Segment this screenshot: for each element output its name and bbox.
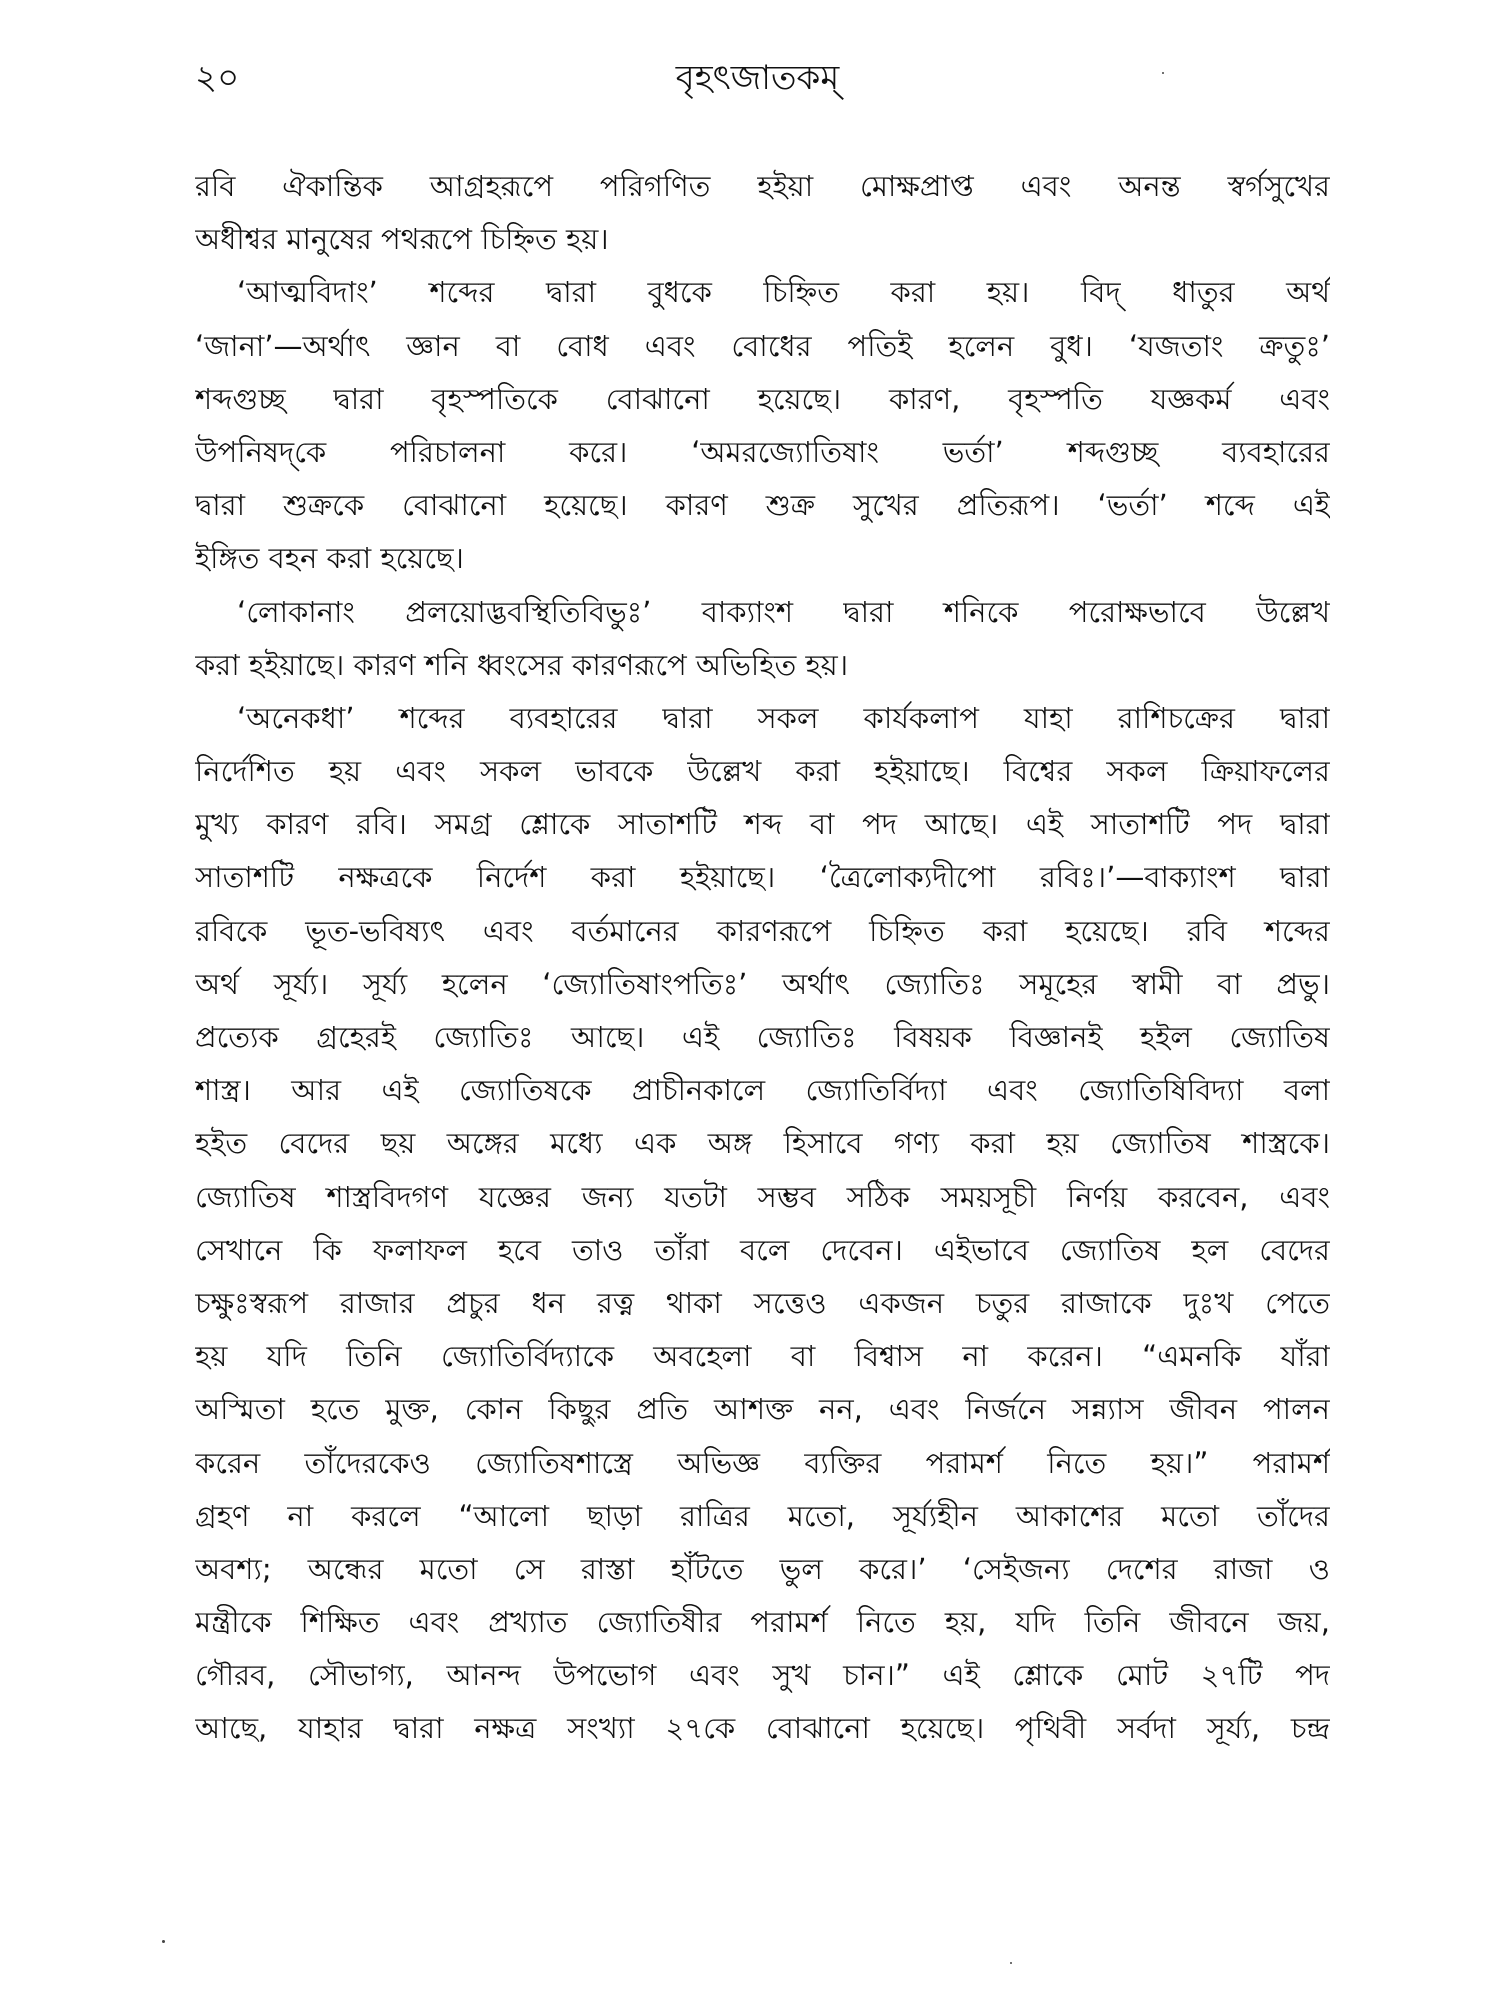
paragraph — [195, 266, 1330, 585]
text-line: ‘অনেকধা’ শব্দের ব্যবহারের দ্বারা সকল কার্যকলাপ যাহা রাশিচক্রের দ্বারা — [237, 700, 1330, 735]
text-line: শব্দগুচ্ছ দ্বারা বৃহস্পতিকে বোঝানো হয়েছে। কারণ, বৃহস্পতি যজ্ঞকর্ম এবং — [195, 381, 1330, 416]
text-line: অবশ্য; অন্ধের মতো সে রাস্তা হাঁটতে ভুল করে।’ ‘সেইজন্য দেশের রাজা ও — [195, 1551, 1330, 1586]
scan-speck — [1162, 72, 1164, 74]
text-line: চক্ষুঃস্বরূপ রাজার প্রচুর ধন রত্ন থাকা সত্তেও একজন চতুর রাজাকে দুঃখ পেতে — [195, 1285, 1330, 1320]
text-line: শাস্ত্র। আর এই জ্যোতিষকে প্রাচীনকালে জ্যোতির্বিদ্যা এবং জ্যোতিষিবিদ্যা বলা — [195, 1073, 1330, 1108]
scan-speck — [1010, 1962, 1012, 1964]
scan-speck — [162, 1940, 165, 1943]
text-line: আছে, যাহার দ্বারা নক্ষত্র সংখ্যা ২৭কে বোঝানো হয়েছে। পৃথিবী সর্বদা সূর্য্য, চন্দ্র — [195, 1711, 1330, 1746]
text-line: অর্থ সূর্য্য। সূর্য্য হলেন ‘জ্যোতিষাংপতিঃ’ অর্থাৎ জ্যোতিঃ সমূহের স্বামী বা প্রভু। — [195, 966, 1330, 1001]
text-line: হয় যদি তিনি জ্যোতির্বিদ্যাকে অবহেলা বা বিশ্বাস না করেন। “এমনকি যাঁরা — [195, 1339, 1330, 1374]
text-line: প্রত্যেক গ্রহেরই জ্যোতিঃ আছে। এই জ্যোতিঃ বিষয়ক বিজ্ঞানই হইল জ্যোতিষ — [195, 1020, 1330, 1054]
paragraph — [195, 586, 1330, 692]
text-line: করেন তাঁদেরকেও জ্যোতিষশাস্ত্রে অভিজ্ঞ ব্যক্তির পরামর্শ নিতে হয়।” পরামর্শ — [195, 1445, 1330, 1480]
text-line: ইঙ্গিত বহন করা হয়েছে। — [195, 541, 464, 576]
paragraph — [195, 692, 1330, 1756]
paragraph — [195, 160, 1330, 266]
text-line: রবি ঐকান্তিক আগ্রহরূপে পরিগণিত হইয়া মোক্ষপ্রাপ্ত এবং অনন্ত স্বর্গসুখের — [195, 169, 1330, 203]
page-header — [195, 52, 1320, 112]
page-body — [195, 160, 1330, 1756]
text-line: জ্যোতিষ শাস্ত্রবিদগণ যজ্ঞের জন্য যতটা সম্ভব সঠিক সময়সূচী নির্ণয় করবেন, এবং — [195, 1179, 1330, 1214]
text-line: অস্মিতা হতে মুক্ত, কোন কিছুর প্রতি আশক্ত নন, এবং নির্জনে সন্ন্যাস জীবন পালন — [195, 1392, 1330, 1427]
text-line: নির্দেশিত হয় এবং সকল ভাবকে উল্লেখ করা হইয়াছে। বিশ্বের সকল ক্রিয়াফলের — [195, 754, 1330, 789]
text-line: ‘আত্মবিদাং’ শব্দের দ্বারা বুধকে চিহ্নিত করা হয়। বিদ্ ধাতুর অর্থ — [237, 275, 1330, 310]
text-line: গৌরব, সৌভাগ্য, আনন্দ উপভোগ এবং সুখ চান।” এই শ্লোকে মোট ২৭টি পদ — [195, 1658, 1330, 1693]
text-line: দ্বারা শুক্রকে বোঝানো হয়েছে। কারণ শুক্র সুখের প্রতিরূপ। ‘ভর্তা’ শব্দে এই — [195, 488, 1330, 523]
text-line: ‘জানা’—অর্থাৎ জ্ঞান বা বোধ এবং বোধের পতিই হলেন বুধ। ‘যজতাং ক্রতুঃ’ — [195, 328, 1330, 363]
text-line: করা হইয়াছে। কারণ শনি ধ্বংসের কারণরূপে অভিহিত হয়। — [195, 647, 849, 682]
text-line: সেখানে কি ফলাফল হবে তাও তাঁরা বলে দেবেন। এইভাবে জ্যোতিষ হল বেদের — [195, 1232, 1330, 1267]
text-line: মুখ্য কারণ রবি। সমগ্র শ্লোকে সাতাশটি শব্দ বা পদ আছে। এই সাতাশটি পদ দ্বারা — [195, 807, 1330, 842]
text-line: উপনিষদ্‌কে পরিচালনা করে। ‘অমরজ্যোতিষাং ভর্তা’ শব্দগুচ্ছ ব্যবহারের — [195, 434, 1330, 469]
text-line: হইত বেদের ছয় অঙ্গের মধ্যে এক অঙ্গ হিসাবে গণ্য করা হয় জ্যোতিষ শাস্ত্রকে। — [195, 1126, 1330, 1161]
text-line: গ্রহণ না করলে “আলো ছাড়া রাত্রির মতো, সূর্য্যহীন আকাশের মতো তাঁদের — [195, 1498, 1330, 1533]
text-line: রবিকে ভূত-ভবিষ্যৎ এবং বর্তমানের কারণরূপে চিহ্নিত করা হয়েছে। রবি শব্দের — [195, 913, 1330, 948]
running-title: বৃহৎজাতকম্ — [675, 58, 840, 98]
text-line: অধীশ্বর মানুষের পথরূপে চিহ্নিত হয়। — [195, 222, 609, 257]
text-line: সাতাশটি নক্ষত্রকে নির্দেশ করা হইয়াছে। ‘ত্রৈলোক্যদীপো রবিঃ।’—বাক্যাংশ দ্বারা — [195, 860, 1330, 895]
text-line: মন্ত্রীকে শিক্ষিত এবং প্রখ্যাত জ্যোতিষীর পরামর্শ নিতে হয়, যদি তিনি জীবনে জয়, — [195, 1605, 1330, 1640]
text-line: ‘লোকানাং প্রলয়োদ্ভবস্থিতিবিভুঃ’ বাক্যাংশ দ্বারা শনিকে পরোক্ষভাবে উল্লেখ — [237, 594, 1330, 629]
page-number: ২০ — [195, 58, 240, 98]
